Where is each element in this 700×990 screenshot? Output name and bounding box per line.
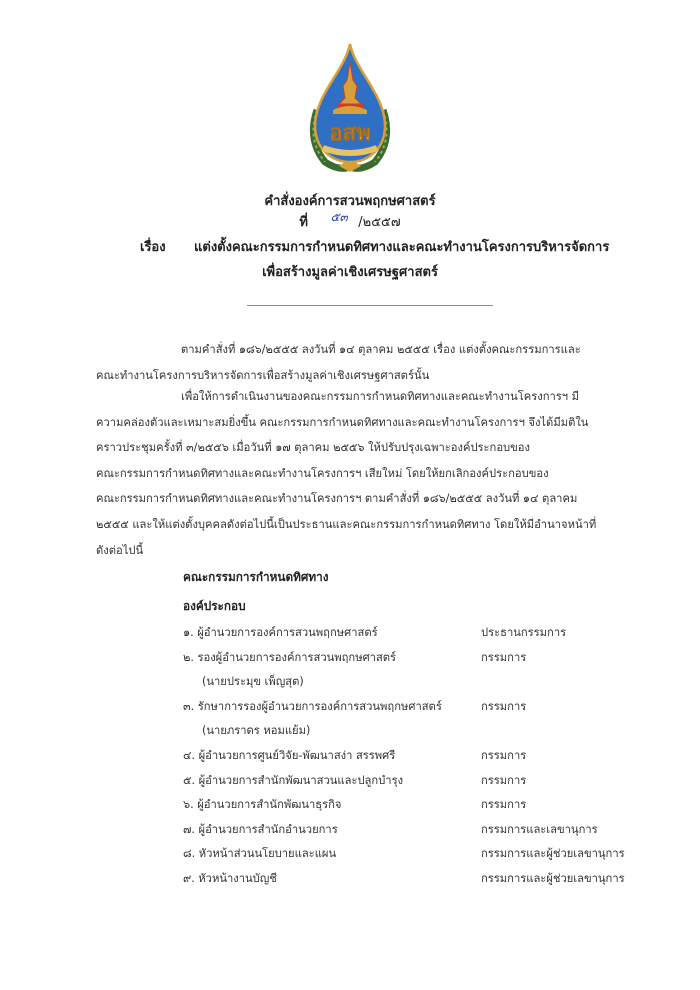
member-name: ๔. ผู้อำนวยการศูนย์วิจัย-พัฒนาสง่า สรรพศรี	[183, 748, 396, 762]
order-title: คำสั่งองค์การสวนพฤกษศาสตร์	[264, 194, 436, 209]
paragraph-1	[96, 337, 616, 388]
member-person-name: (นายภราดร หอมแย้ม)	[202, 724, 311, 738]
member-name: ๕. ผู้อำนวยการสำนักพัฒนาสวนและปลูกบำรุง	[183, 773, 404, 787]
order-number-handwritten: ๕๓	[330, 210, 348, 224]
member-role: กรรมการและผู้ช่วยเลขานุการ	[481, 847, 625, 861]
member-role: กรรมการ	[481, 748, 527, 762]
member-role: กรรมการ	[481, 773, 527, 787]
member-name: ๙. หัวหน้างานบัญชี	[183, 871, 277, 885]
member-row	[183, 867, 663, 892]
paragraph-2-line: คณะกรรมการกำหนดทิศทางและคณะทำงานโครงการฯ ตามคำสั่งที่ ๑๘๖/๒๕๕๕ ลงวันที่ ๑๔ ตุลาคม	[96, 492, 578, 506]
member-role: กรรมการและผู้ช่วยเลขานุการ	[481, 871, 625, 885]
member-row	[183, 670, 663, 695]
order-subject	[140, 236, 609, 257]
member-row	[183, 695, 663, 720]
member-row	[183, 769, 663, 794]
member-name: ๘. หัวหน้าส่วนนโยบายและแผน	[183, 847, 337, 861]
member-row	[183, 842, 663, 867]
member-name: ๑. ผู้อำนวยการองค์การสวนพฤกษศาสตร์	[183, 626, 378, 639]
logo-monogram: อสพ	[329, 120, 371, 146]
order-number	[0, 211, 700, 232]
member-name: ๒. รองผู้อำนวยการองค์การสวนพฤกษศาสตร์	[183, 650, 397, 664]
header-divider	[247, 305, 493, 306]
member-row	[183, 818, 663, 843]
member-row	[183, 744, 663, 769]
member-role: กรรมการและเลขานุการ	[481, 822, 598, 836]
member-role: กรรมการ	[481, 650, 527, 664]
subject-line-1: แต่งตั้งคณะกรรมการกำหนดทิศทางและคณะทำงานโครงการบริหารจัดการ	[194, 240, 610, 255]
member-row	[183, 646, 663, 671]
member-row	[183, 719, 663, 744]
paragraph-1-line: คณะทำงานโครงการบริหารจัดการเพื่อสร้างมูลค่าเชิงเศรษฐศาสตร์นั้น	[96, 368, 430, 382]
paragraph-2-line: เพื่อให้การดำเนินงานของคณะกรรมการกำหนดทิศทางและคณะทำงานโครงการฯ มี	[181, 390, 579, 403]
composition-label: องค์ประกอบ	[183, 599, 246, 613]
paragraph-2-line: ความคล่องตัวและเหมาะสมยิ่งขึ้น คณะกรรมการกำหนดทิศทางและคณะทำงานโครงการฯ จึงได้มีมติใน	[96, 415, 589, 429]
subject-label: เรื่อง	[140, 240, 166, 255]
committee-heading: คณะกรรมการกำหนดทิศทาง	[183, 570, 329, 584]
member-name: ๖. ผู้อำนวยการสำนักพัฒนาธุรกิจ	[183, 798, 342, 812]
member-row	[183, 621, 663, 646]
member-role: กรรมการ	[481, 699, 527, 713]
member-person-name: (นายประมุข เพ็ญสุต)	[202, 675, 304, 689]
paragraph-2	[96, 384, 616, 563]
paragraph-2-line: ดังต่อไปนี้	[96, 543, 144, 557]
paragraph-2-line: ๒๕๕๕ และให้แต่งตั้งบุคคลดังต่อไปนี้เป็นประธานและคณะกรรมการกำหนดทิศทาง โดยให้มีอำนาจหน้าที่	[96, 517, 597, 531]
member-role: ประธานกรรมการ	[481, 626, 567, 639]
committee-members-list	[183, 621, 663, 892]
member-role: กรรมการ	[481, 798, 527, 812]
paragraph-1-line: ตามคำสั่งที่ ๑๘๖/๒๕๕๕ ลงวันที่ ๑๔ ตุลาคม ๒๕๕๕ เรื่อง แต่งตั้งคณะกรรมการและ	[181, 343, 581, 356]
order-number-year: /๒๕๕๗	[358, 215, 401, 230]
member-name: ๗. ผู้อำนวยการสำนักอำนวยการ	[183, 822, 338, 836]
paragraph-2-line: คราวประชุมครั้งที่ ๓/๒๕๕๖ เมื่อวันที่ ๑๗ ตุลาคม ๒๕๕๖ ให้ปรับปรุงเฉพาะองค์ประกอบของ	[96, 441, 530, 455]
paragraph-2-line: คณะกรรมการกำหนดทิศทางและคณะทำงานโครงการฯ เสียใหม่ โดยให้ยกเลิกองค์ประกอบของ	[96, 466, 549, 480]
subject-line-2: เพื่อสร้างมูลค่าเชิงเศรษฐศาสตร์	[262, 265, 438, 280]
order-number-label: ที่	[299, 215, 308, 230]
organization-logo	[303, 40, 397, 175]
member-name: ๓. รักษาการรองผู้อำนวยการองค์การสวนพฤกษศาสตร์	[183, 699, 442, 713]
member-row	[183, 793, 663, 818]
